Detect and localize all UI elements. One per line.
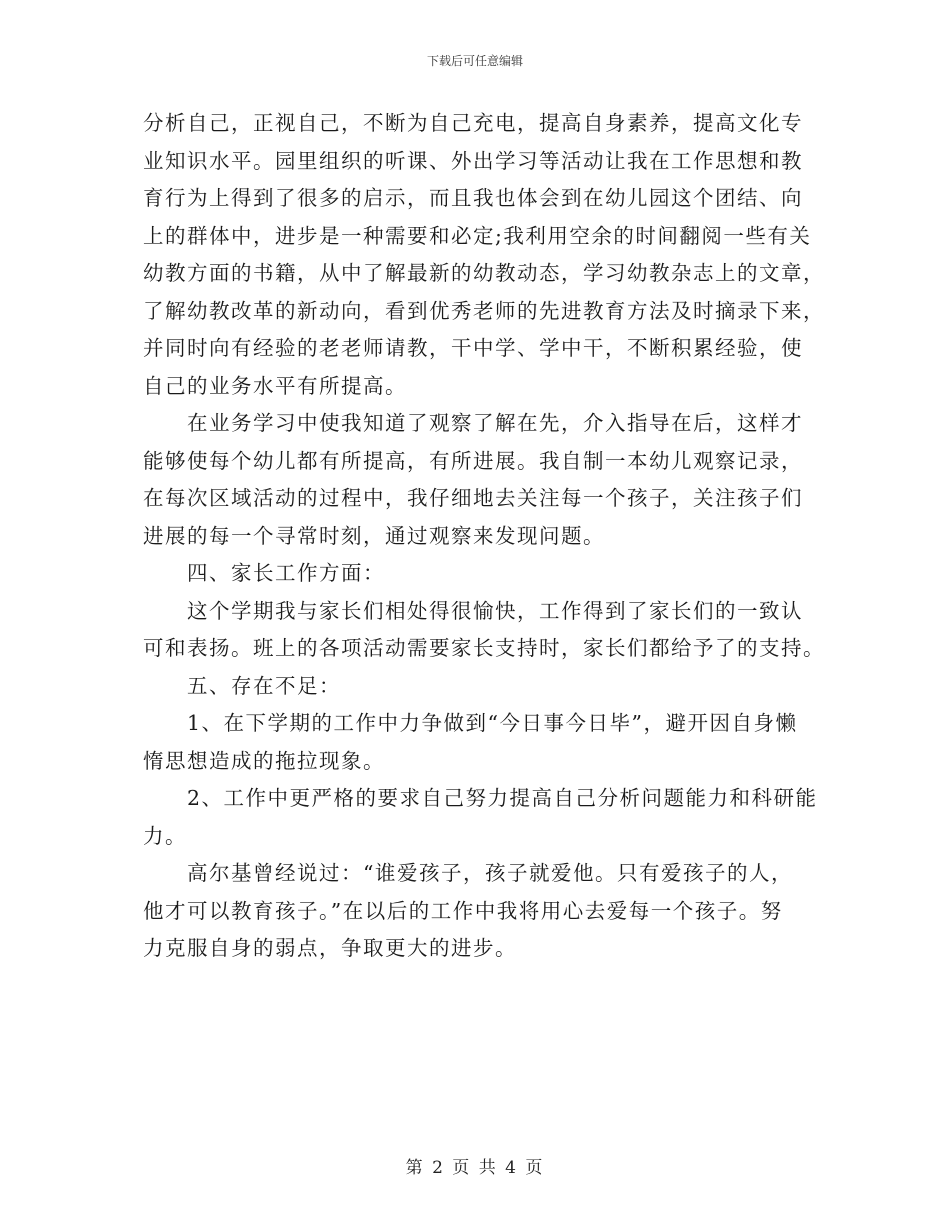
text-line: 幼教方面的书籍，从中了解最新的幼教动态，学习幼教杂志上的文章， — [143, 261, 825, 285]
text-line: 惰思想造成的拖拉现象。 — [143, 748, 385, 773]
text-line: 力克服自身的弱点，争取更大的进步。 — [143, 936, 517, 960]
text-line: 在每次区域活动的过程中，我仔细地去关注每一个孩子，关注孩子们 — [143, 486, 803, 510]
document-body — [143, 105, 825, 968]
text-line: 分析自己，正视自己，不断为自己充电，提高自身素养，提高文化专 — [143, 111, 803, 135]
section-heading: 四、家长工作方面： — [143, 561, 385, 585]
text-line: 了解幼教改革的新动向，看到优秀老师的先进教育方法及时摘录下来， — [143, 298, 825, 323]
text-line: 2、工作中更严格的要求自己努力提高自己分析问题能力和科研能 — [143, 786, 818, 810]
text-line: 并同时向有经验的老老师请教，干中学、学中干，不断积累经验，使 — [143, 336, 803, 360]
page-footer: 第 2 页 共 4 页 — [405, 1158, 545, 1178]
page-header: 下载后可任意编辑 — [426, 54, 523, 68]
text-line: 1、在下学期的工作中力争做到“今日事今日毕”，避开因自身懒 — [143, 711, 798, 735]
text-line: 力。 — [143, 823, 187, 848]
text-line: 在业务学习中使我知道了观察了解在先，介入指导在后，这样才 — [143, 411, 803, 435]
text-line: 能够使每个幼儿都有所提高，有所进展。我自制一本幼儿观察记录， — [143, 448, 803, 473]
text-line: 育行为上得到了很多的启示，而且我也体会到在幼儿园这个团结、向 — [143, 186, 803, 210]
text-line: 他才可以教育孩子。”在以后的工作中我将用心去爱每一个孩子。努 — [143, 898, 783, 923]
text-line: 这个学期我与家长们相处得很愉快，工作得到了家长们的一致认 — [143, 598, 803, 623]
text-line: 自己的业务水平有所提高。 — [143, 373, 407, 398]
text-line: 可和表扬。班上的各项活动需要家长支持时，家长们都给予了的支持。 — [143, 636, 825, 660]
section-heading: 五、存在不足： — [143, 673, 341, 698]
text-line: 进展的每一个寻常时刻，通过观察来发现问题。 — [143, 523, 605, 548]
text-line: 高尔基曾经说过：“谁爱孩子，孩子就爱他。只有爱孩子的人， — [143, 861, 793, 885]
text-line: 业知识水平。园里组织的听课、外出学习等活动让我在工作思想和教 — [143, 148, 803, 173]
text-line: 上的群体中，进步是一种需要和必定;我利用空余的时间翻阅一些有关 — [143, 223, 812, 248]
